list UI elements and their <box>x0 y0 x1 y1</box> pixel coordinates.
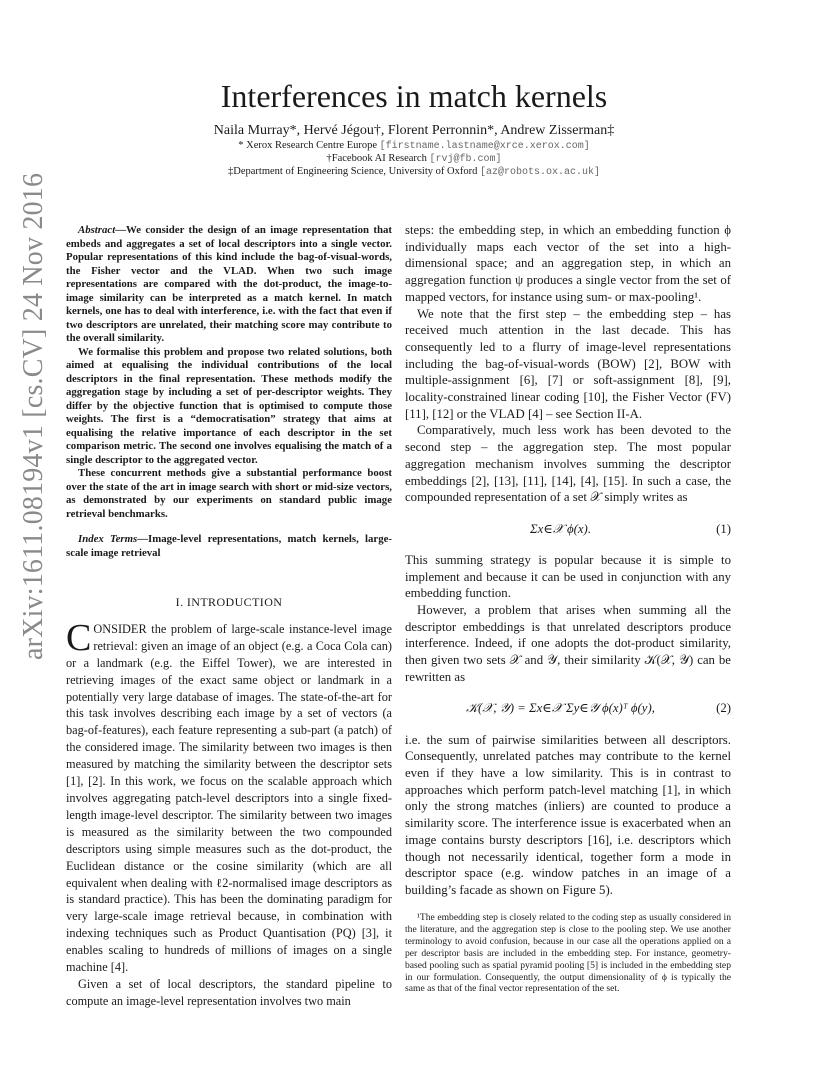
left-column <box>66 224 392 1010</box>
section-heading: I. INTRODUCTION <box>175 595 283 609</box>
equation-2 <box>405 686 731 732</box>
right-p5: However, a problem that arises when summing all the descriptor embeddings is that unrelated descriptors produce interference. Indeed, if one adopts the dot-product similarity, then given two sets 𝒳 and 𝒴, their similarity 𝒦(𝒳, 𝒴) can be rewritten as <box>405 603 731 684</box>
footnote-text: ¹The embedding step is closely related to the coding step as usually considered in the literature, and the aggregation step is close to the pooling step. We use another terminology to avoid confusion, because in our case all the operations applied on a per descriptor basis are included in the embedding step. For instance, geometry-based pooling such as spatial pyramid pooling [5] is included in the embedding step in our formulation. Consequently, the output dimensionality of ϕ is typically the same as that of the final vector representation of the set. <box>405 912 731 995</box>
right-p3: Comparatively, much less work has been devoted to the second step – the aggregation step. The most popular aggregation mechanism involves summing the descriptor embeddings [2], [13], [11], [14], [4], [15]. In such a case, the compounded representation of a set 𝒳 simply writes as <box>405 423 731 505</box>
right-p4: This summing strategy is popular because it is simple to implement and because it can be used in conjunction with any embedding function. <box>405 552 731 601</box>
right-p6: i.e. the sum of pairwise similarities between all descriptors. Consequently, unrelated patches may contribute to the kernel even if they have a low similarity. This is in contrast to approaches which perform patch-level matching [1], in which only the strong matches (inliers) are counted to produce a similarity score. The interference issue is exacerbated when an image contains bursty descriptors [16], i.e. descriptors which though not necessarily identical, together form a mode in descriptor space (e.g. window patches in an image of a building’s facade as shown on Figure 5). <box>405 732 731 897</box>
paper-title: Interferences in match kernels <box>220 78 608 114</box>
author-list: Naila Murray*, Hervé Jégou†, Florent Perronnin*, Andrew Zisserman‡ <box>213 123 615 138</box>
equation-1-number: (1) <box>716 521 731 536</box>
abstract-p3: These concurrent methods give a substantial performance boost over the state of the art in image search with short or mid-size vectors, as demonstrated by our experiments on standard public image retrieval benchmarks. <box>66 467 392 520</box>
equation-1-body: Σx∈𝒳 ϕ(x). <box>530 521 592 536</box>
footnote <box>405 912 731 995</box>
equation-2-body: 𝒦(𝒳, 𝒴) = Σx∈𝒳 Σy∈𝒴 ϕ(x)ᵀ ϕ(y), <box>466 701 655 716</box>
arxiv-identifier: arXiv:1611.08194v1 [cs.CV] 24 Nov 2016 <box>18 172 49 660</box>
affiliation-1: * Xerox Research Centre Europe [firstname.lastname@xrce.xerox.com] <box>238 140 590 152</box>
intro-p1: CONSIDER the problem of large-scale instance-level image retrieval: given an image of an object (e.g. a Coca Cola can) or a landmark (e.g. the Eiffel Tower), we are interested in retrieving images of the exact same object or landmark in a potentially very large database of images. The state-of-the-art for this task involves describing each image by a set of vectors (a bag-of-features), each feature representing a sub-part (a patch) of the considered image. The similarity between two images is then measured by matching the similarity between the descriptor sets [1], [2]. In this work, we focus on the scalable approach which involves aggregating patch-level descriptors into a single fixed-length image-level descriptor. The similarity between two images is measured as the similarity between the two compounded descriptors using simple measures such as the dot-product, the Euclidean distance or the cosine similarity (which are all equivalent when dealing with ℓ2-normalised image descriptors as is standard practice). This has been the dominating paradigm for very large-scale image retrieval because, in combination with indexing techniques such as Product Quantisation (PQ) [3], it enables scaling to hundreds of millions of images on a single machine [4]. <box>66 616 392 975</box>
right-p2: We note that the first step – the embedding step – has received much attention in the last decade. This has consequently led to a flurry of image-level representations including the bag-of-visual-words (BOW) [2], BOW with multiple-assignment [6], [7] or soft-assignment [8], [9], locality-constrained linear coding [10], the Fisher Vector (FV) [11], [12] or the VLAD [4] – see Section II-A. <box>405 306 731 421</box>
right-p1: steps: the embedding step, in which an embedding function ϕ individually maps each vector of the set into a high-dimensional space; and an aggregation step, in which an aggregation function ψ produces a single vector from the set of mapped vectors, for instance using sum- or max-pooling¹. <box>405 223 731 304</box>
abstract <box>66 224 392 560</box>
abstract-p1: Abstract—We consider the design of an image representation that embeds and aggregates a set of local descriptors into a single vector. Popular representations of this kind include the bag-of-visual-words, the Fisher vector and the VLAD. When two such image representations are compared with the dot-product, the image-to-image similarity can be interpreted as a match kernel. In match kernels, one has to deal with interference, i.e. with the fact that even if two descriptors are unrelated, their matching score may contribute to the overall similarity. <box>66 224 392 344</box>
equation-2-number: (2) <box>716 701 731 716</box>
affiliation-3: ‡Department of Engineering Science, University of Oxford [az@robots.ox.ac.uk] <box>228 166 600 178</box>
affiliation-2: †Facebook AI Research [rvj@fb.com] <box>326 153 502 165</box>
intro-p2: Given a set of local descriptors, the standard pipeline to compute an image-level representation involves two main <box>66 976 392 1008</box>
index-terms: Index Terms—Image-level representations, match kernels, large-scale image retrieval <box>66 533 392 559</box>
abstract-p2: We formalise this problem and propose two related solutions, both aimed at equalising the individual contributions of the local descriptors in the final representation. These methods modify the aggregation stage by including a set of per-descriptor weights. They differ by the objective function that is optimised to compute those weights. The first is a “democratisation” strategy that aims at equalising the relative importance of each descriptor in the set comparison metric. The second one involves equalising the match of a single descriptor to the aggregated vector. <box>66 345 392 466</box>
equation-1 <box>405 506 731 552</box>
right-column <box>405 222 731 899</box>
drop-cap: C <box>66 616 92 659</box>
